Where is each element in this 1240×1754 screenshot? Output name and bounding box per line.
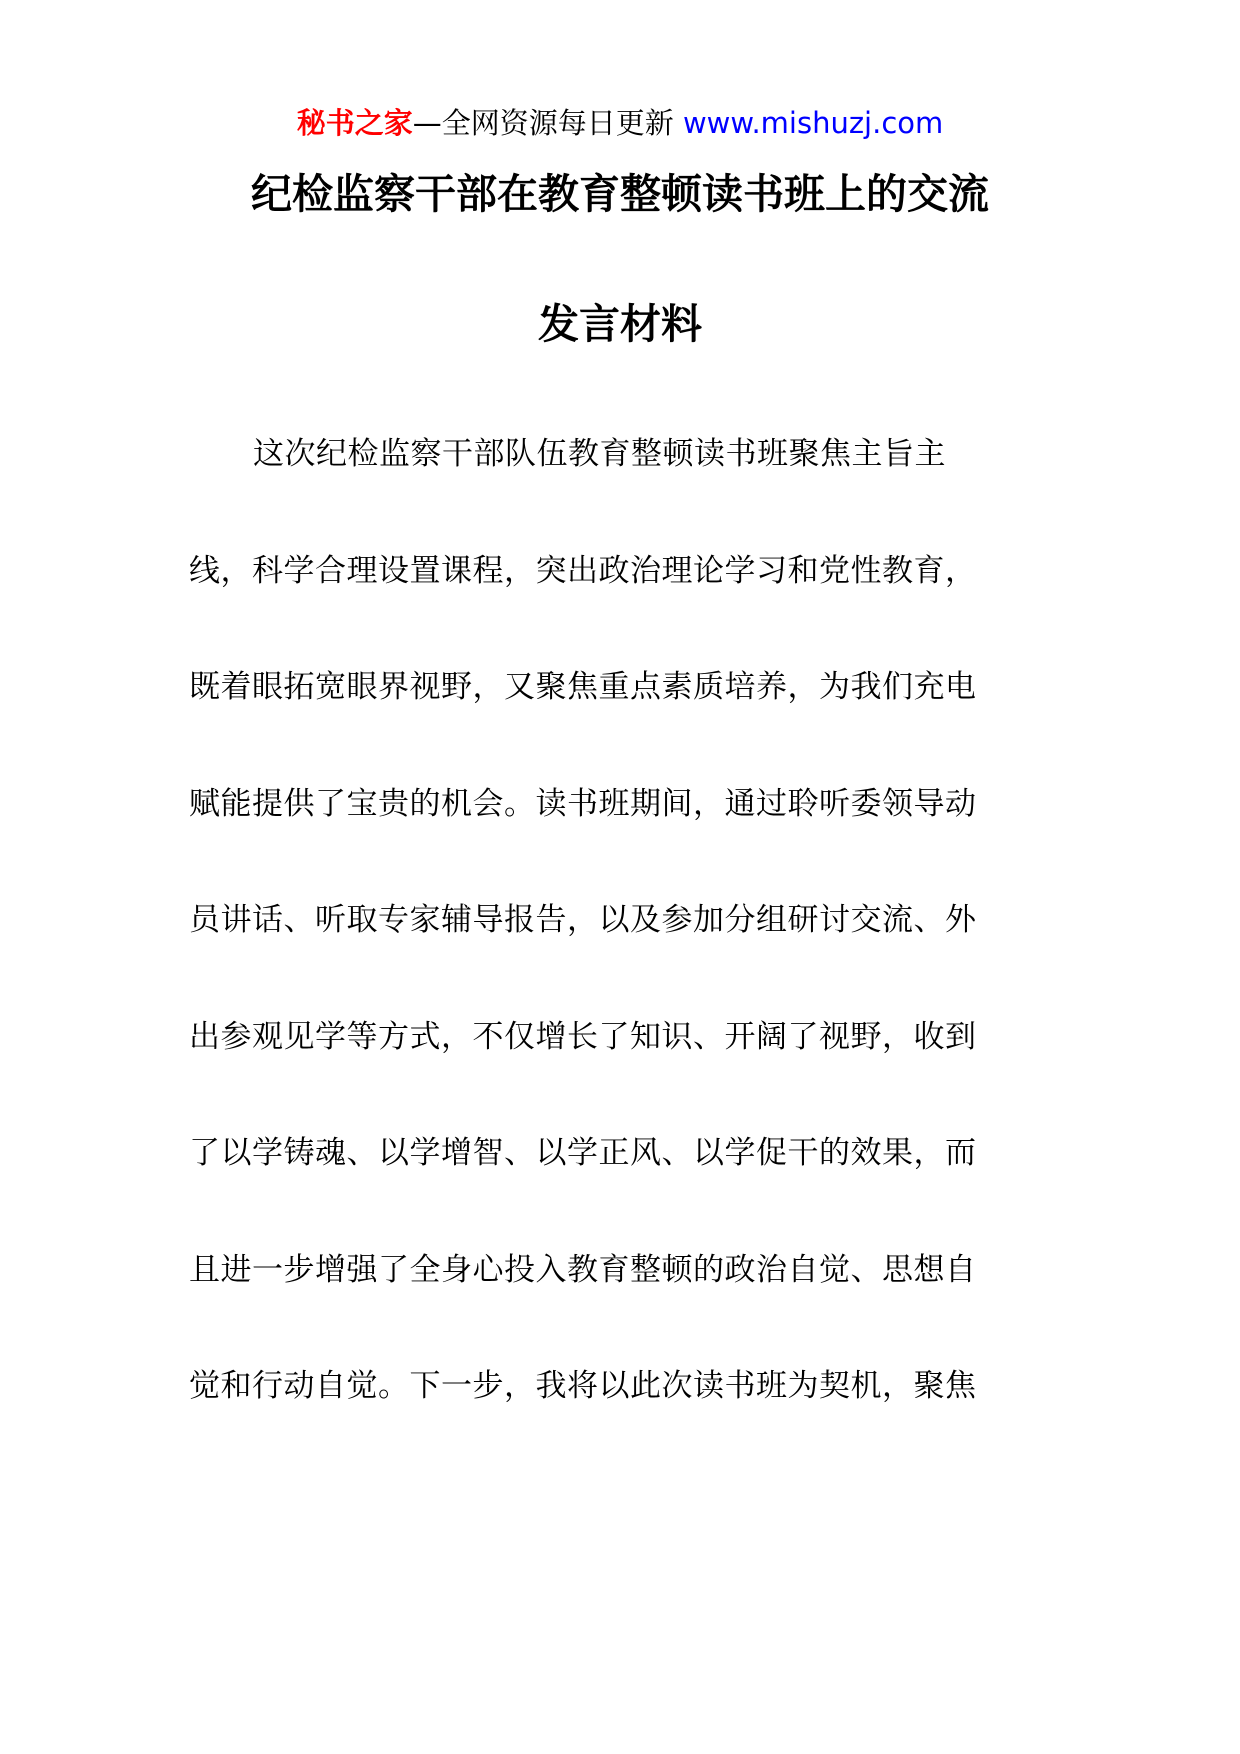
body-text-line: 且进一步增强了全身心投入教育整顿的政治自觉、思想自 — [189, 1252, 977, 1288]
body-text-line: 赋能提供了宝贵的机会。读书班期间，通过聆听委领导动 — [189, 786, 977, 822]
site-url-link[interactable]: www.mishuzj.com — [682, 106, 944, 140]
body-text-line: 这次纪检监察干部队伍教育整顿读书班聚焦主旨主 — [253, 436, 946, 472]
body-text-line: 线，科学合理设置课程，突出政治理论学习和党性教育， — [189, 553, 977, 589]
site-header — [0, 103, 1240, 143]
body-text-line: 觉和行动自觉。下一步，我将以此次读书班为契机，聚焦 — [189, 1368, 977, 1404]
document-title-line-1: 纪检监察干部在教育整顿读书班上的交流 — [251, 170, 989, 218]
body-text-line: 了以学铸魂、以学增智、以学正风、以学促干的效果，而 — [189, 1135, 977, 1171]
body-text-line: 员讲话、听取专家辅导报告，以及参加分组研讨交流、外 — [189, 902, 977, 938]
document-title-line-2: 发言材料 — [538, 300, 702, 348]
brand-name: 秘书之家 — [296, 106, 413, 140]
body-text-line: 出参观见学等方式，不仅增长了知识、开阔了视野，收到 — [189, 1019, 977, 1055]
header-tagline: —全网资源每日更新 — [412, 106, 674, 140]
body-text-line: 既着眼拓宽眼界视野，又聚焦重点素质培养，为我们充电 — [189, 669, 977, 705]
